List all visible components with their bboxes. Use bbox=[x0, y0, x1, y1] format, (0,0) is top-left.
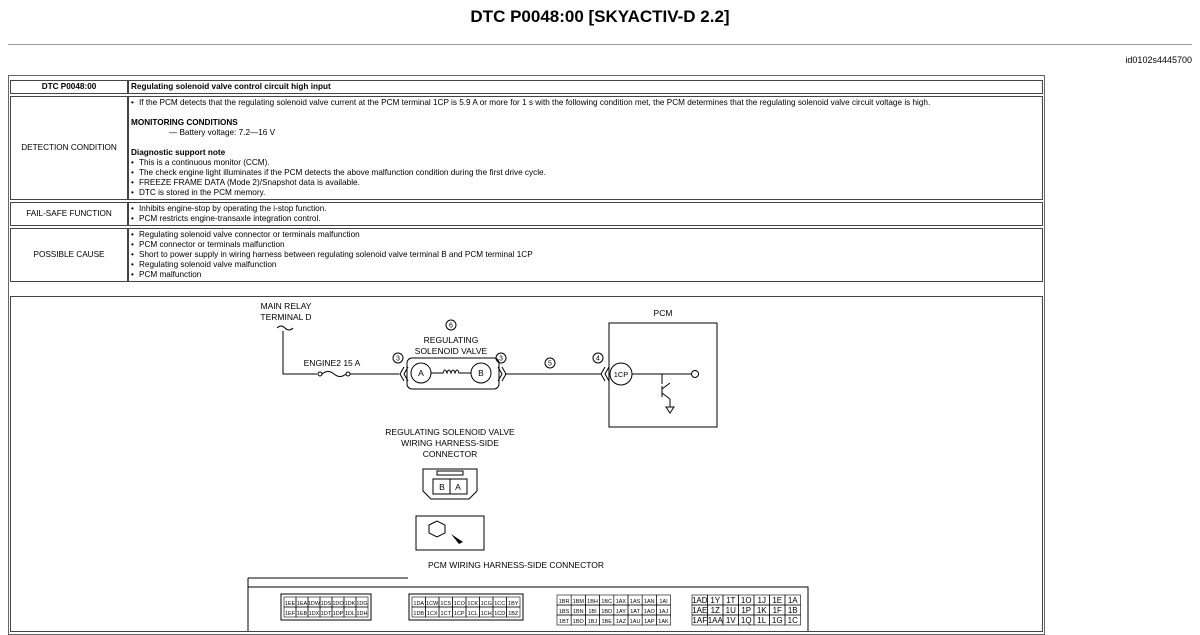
pin-label: 1L bbox=[757, 615, 767, 625]
main-relay-terminal-label: TERMINAL D bbox=[260, 312, 312, 322]
pin-label: 1CG bbox=[480, 600, 492, 607]
fail-safe-item: • PCM restricts engine-transaxle integration control. bbox=[131, 214, 1040, 224]
pin-label: 1BO bbox=[572, 618, 584, 625]
possible-cause-row bbox=[10, 228, 1043, 282]
harness-label: REGULATING SOLENOID VALVE bbox=[385, 427, 515, 437]
pin-label: 1AK bbox=[658, 618, 669, 625]
detection-condition-label: DETECTION CONDITION bbox=[10, 96, 128, 200]
pin-label: 1AZ bbox=[615, 618, 626, 625]
callout-number: 4 bbox=[596, 355, 600, 363]
pin-label: 1BT bbox=[559, 618, 570, 625]
pin-label: 1BI bbox=[588, 608, 597, 615]
pin-label: 1BN bbox=[572, 608, 584, 615]
pin-label: 1A bbox=[787, 595, 798, 605]
harness-label: CONNECTOR bbox=[422, 449, 478, 459]
callout-number: 3 bbox=[499, 355, 503, 363]
connector-latch-icon bbox=[437, 471, 463, 475]
pin-label: 1CH bbox=[480, 610, 492, 617]
harness-label: WIRING HARNESS-SIDE bbox=[401, 438, 499, 448]
pin-label: 1F bbox=[772, 605, 782, 615]
fail-safe-label: FAIL-SAFE FUNCTION bbox=[10, 202, 128, 226]
possible-cause-content bbox=[128, 228, 1043, 282]
pin-label: 1AP bbox=[644, 618, 655, 625]
pin-label: 1CS bbox=[440, 600, 452, 607]
pin-label: 1P bbox=[741, 605, 752, 615]
pcm-label: PCM bbox=[653, 308, 673, 318]
pin-label: 1AF bbox=[692, 615, 708, 625]
document-id: id0102s4445700 bbox=[1125, 55, 1192, 65]
pin-label: 1DW bbox=[307, 600, 321, 607]
pin-label: 1DB bbox=[413, 610, 425, 617]
pin-label: 1DL bbox=[344, 610, 356, 617]
pin-label: 1DO bbox=[332, 600, 344, 607]
terminal-a-label: A bbox=[418, 368, 424, 378]
pin-label: 1C bbox=[787, 615, 798, 625]
main-relay-label: MAIN RELAY bbox=[260, 301, 312, 311]
terminal-b-label: B bbox=[478, 368, 484, 378]
pin-label: 1BM bbox=[572, 598, 584, 605]
pin-label: 1DG bbox=[356, 600, 368, 607]
pin-label: 1U bbox=[725, 605, 736, 615]
cause-item: • Regulating solenoid valve connector or terminals malfunction bbox=[131, 230, 1040, 240]
pin-label: 1BR bbox=[558, 598, 570, 605]
pin-label: 1AY bbox=[615, 608, 626, 615]
pin-label: 1AE bbox=[692, 605, 708, 615]
pcm-connector-pins bbox=[281, 594, 801, 625]
support-item: • DTC is stored in the PCM memory. bbox=[131, 188, 1040, 198]
cause-item: • PCM connector or terminals malfunction bbox=[131, 240, 1040, 250]
fail-safe-content bbox=[128, 202, 1043, 226]
support-item: • This is a continuous monitor (CCM). bbox=[131, 158, 1040, 168]
pin-label: 1DK bbox=[344, 600, 356, 607]
pin-label: 1CC bbox=[494, 600, 506, 607]
pin-label: 1AN bbox=[643, 598, 655, 605]
fail-safe-item: • Inhibits engine-stop by operating the i-stop function. bbox=[131, 204, 1040, 214]
pin-label: 1EE bbox=[284, 600, 296, 607]
pin-label: 1Q bbox=[740, 615, 752, 625]
solenoid-label: REGULATING bbox=[423, 335, 479, 345]
dtc-code-cell: DTC P0048:00 bbox=[10, 80, 128, 94]
pin-label: 1B bbox=[787, 605, 798, 615]
main-relay-symbol bbox=[277, 326, 293, 330]
pin-label: 1DP bbox=[332, 610, 344, 617]
pin-label: 1BY bbox=[508, 600, 519, 607]
pin-label: 1O bbox=[740, 595, 752, 605]
pin-label: 1DA bbox=[413, 600, 425, 607]
detection-condition-content bbox=[128, 96, 1043, 200]
pin-label: 1AA bbox=[707, 615, 723, 625]
pin-label: 1BC bbox=[601, 598, 613, 605]
pin-label: 1CT bbox=[440, 610, 451, 617]
callout-number: 3 bbox=[396, 355, 400, 363]
fuse-label: ENGINE2 15 A bbox=[303, 358, 361, 368]
pin-label: 1AT bbox=[630, 608, 640, 615]
pin-label: 1AO bbox=[643, 608, 655, 615]
connector-a-label: A bbox=[455, 482, 461, 492]
pin-label: 1CW bbox=[426, 600, 439, 607]
view-arrow-icon bbox=[451, 534, 463, 544]
support-item: • The check engine light illuminates if the PCM detects the above malfunction condition during the first drive cycle. bbox=[131, 168, 1040, 178]
pin-label: 1DX bbox=[308, 610, 320, 617]
pin-label: 1E bbox=[772, 595, 783, 605]
pcm-output-terminal bbox=[692, 371, 699, 378]
pin-label: 1EA bbox=[296, 600, 308, 607]
pin-label: 1AJ bbox=[658, 608, 669, 615]
possible-cause-label: POSSIBLE CAUSE bbox=[10, 228, 128, 282]
wiring-diagram bbox=[11, 297, 1043, 632]
pin-label: 1BD bbox=[601, 608, 613, 615]
pin-label: 1CK bbox=[467, 600, 479, 607]
pin-label: 1AI bbox=[659, 598, 668, 605]
pin-label: 1V bbox=[725, 615, 736, 625]
pin-label: 1BE bbox=[601, 618, 612, 625]
pin-label: 1DS bbox=[320, 600, 332, 607]
pin-label: 1Y bbox=[710, 595, 721, 605]
pcm-terminal-label: 1CP bbox=[613, 370, 629, 379]
pin-label: 1BH bbox=[587, 598, 598, 605]
connector-icon bbox=[601, 367, 609, 381]
pin-label: 1BZ bbox=[508, 610, 519, 617]
connector-b-label: B bbox=[439, 482, 445, 492]
pin-label: 1Z bbox=[710, 605, 720, 615]
detection-condition-row bbox=[10, 96, 1043, 200]
pin-label: 1AD bbox=[691, 595, 708, 605]
title-divider bbox=[8, 44, 1192, 45]
callout-number: 6 bbox=[449, 322, 453, 330]
ground-icon bbox=[666, 407, 674, 413]
page-title: DTC P0048:00 [SKYACTIV-D 2.2] bbox=[470, 7, 730, 26]
pin-label: 1BJ bbox=[587, 618, 598, 625]
pin-label: 1CL bbox=[467, 610, 478, 617]
connector-cube-icon bbox=[429, 521, 445, 537]
fuse-icon bbox=[322, 372, 346, 377]
cause-item: • Short to power supply in wiring harness between regulating solenoid valve terminal B and PCM terminal 1CP bbox=[131, 250, 1040, 260]
pin-label: 1CO bbox=[453, 600, 465, 607]
pin-label: 1CP bbox=[453, 610, 465, 617]
pin-label: 1AX bbox=[615, 598, 627, 605]
wiring-diagram-panel bbox=[10, 296, 1043, 632]
pin-label: 1AS bbox=[629, 598, 641, 605]
pin-label: 1T bbox=[726, 595, 736, 605]
solenoid-label: SOLENOID VALVE bbox=[414, 346, 488, 356]
pin-label: 1EF bbox=[284, 610, 296, 617]
callout-number: 5 bbox=[548, 360, 552, 368]
monitoring-item: — Battery voltage: 7.2—16 V bbox=[169, 128, 276, 137]
pin-label: 1J bbox=[757, 595, 766, 605]
monitoring-title: MONITORING CONDITIONS bbox=[131, 118, 238, 127]
pin-label: 1CX bbox=[426, 610, 438, 617]
pin-label: 1BS bbox=[558, 608, 570, 615]
support-title: Diagnostic support note bbox=[131, 148, 226, 157]
pin-label: 1CD bbox=[494, 610, 506, 617]
pcm-harness-label: PCM WIRING HARNESS-SIDE CONNECTOR bbox=[428, 560, 604, 570]
fuse-terminal bbox=[318, 372, 322, 376]
transistor-icon bbox=[662, 374, 670, 407]
solenoid-coil-icon bbox=[431, 370, 471, 373]
pin-label: 1AU bbox=[629, 618, 641, 625]
table-header-row bbox=[10, 80, 1043, 94]
fail-safe-row bbox=[10, 202, 1043, 226]
pin-label: 1DT bbox=[320, 610, 332, 617]
view-direction-icon bbox=[416, 516, 484, 550]
dtc-spec-table bbox=[10, 78, 1043, 284]
fuse-terminal bbox=[346, 372, 350, 376]
pin-label: 1K bbox=[756, 605, 767, 615]
pin-label: 1DH bbox=[356, 610, 368, 617]
cause-item: • PCM malfunction bbox=[131, 270, 1040, 280]
dtc-description-cell: Regulating solenoid valve control circuit high input bbox=[128, 80, 1043, 94]
detection-line: • If the PCM detects that the regulating solenoid valve current at the PCM terminal 1CP is 5.9 A or more for 1 s with the following condition met, the PCM determines that the regulating solenoid valve circuit voltage is high. bbox=[131, 98, 1040, 108]
pin-label: 1G bbox=[771, 615, 783, 625]
support-item: • FREEZE FRAME DATA (Mode 2)/Snapshot data is available. bbox=[131, 178, 1040, 188]
cause-item: • Regulating solenoid valve malfunction bbox=[131, 260, 1040, 270]
pin-label: 1EB bbox=[296, 610, 308, 617]
